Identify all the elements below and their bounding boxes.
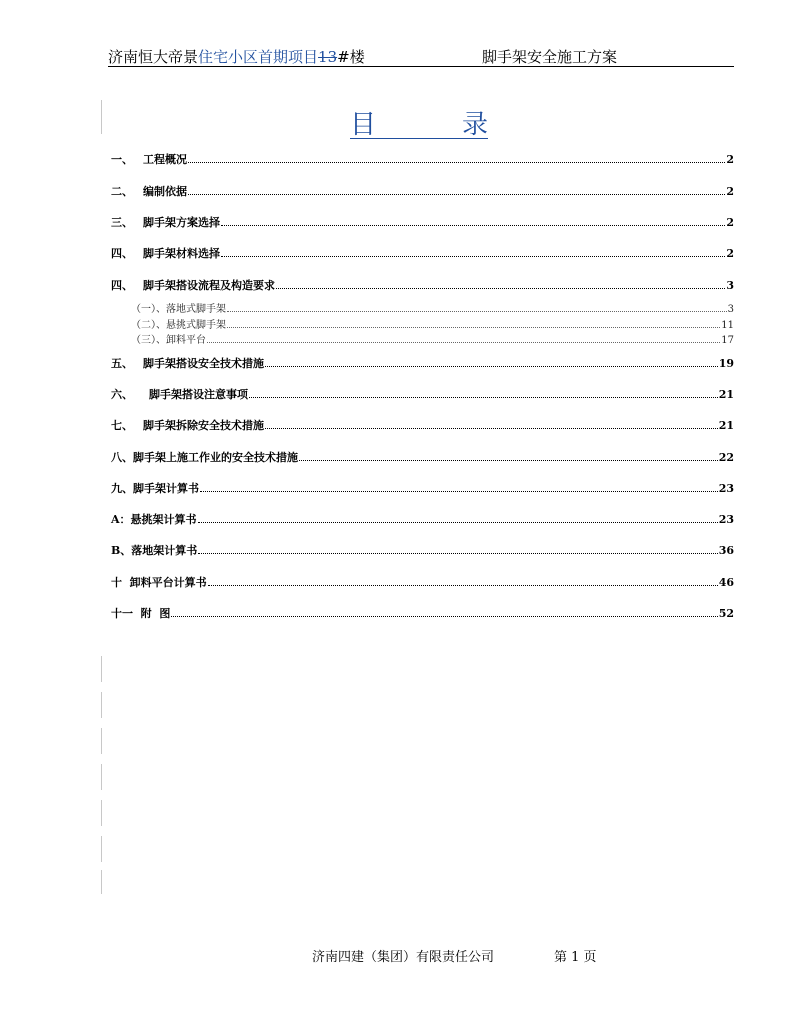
margin-mark [101, 836, 102, 862]
toc-entry[interactable]: A：悬挑架计算书 23 [111, 513, 734, 526]
toc-entry[interactable]: 四、 脚手架材料选择 2 [111, 247, 734, 260]
toc-entry[interactable]: B、落地架计算书 36 [111, 544, 734, 557]
toc-entry[interactable]: 二、 编制依据 2 [111, 185, 734, 198]
toc-title: 目 录 [350, 104, 488, 139]
toc-entry[interactable]: 五、 脚手架搭设安全技术措施 19 [111, 357, 734, 370]
toc-entry[interactable]: 八、脚手架上施工作业的安全技术措施 22 [111, 451, 734, 464]
margin-mark [101, 656, 102, 682]
toc-entry[interactable]: 三、 脚手架方案选择 2 [111, 216, 734, 229]
toc-entry[interactable]: 九、脚手架计算书 23 [111, 482, 734, 495]
toc-entry[interactable]: 六、 脚手架搭设注意事项 21 [111, 388, 734, 401]
header-document-title: 脚手架安全施工方案 [482, 48, 618, 66]
page-header [108, 44, 734, 67]
margin-mark [101, 764, 102, 790]
margin-mark [101, 870, 102, 894]
page-footer [312, 946, 597, 965]
margin-mark [101, 100, 102, 134]
toc-entry[interactable]: 四、 脚手架搭设流程及构造要求 3 [111, 279, 734, 292]
toc-entry[interactable]: 七、 脚手架拆除安全技术措施 21 [111, 419, 734, 432]
margin-mark [101, 800, 102, 826]
toc-sub-entry[interactable]: （二）、悬挑式脚手架 11 [131, 320, 734, 331]
toc-sub-entry[interactable]: （三）、卸料平台 17 [131, 335, 734, 346]
margin-mark [101, 692, 102, 718]
toc-entry[interactable]: 十 卸料平台计算书 46 [111, 576, 734, 589]
toc-sub-entry[interactable]: （一）、落地式脚手架 3 [131, 304, 734, 315]
footer-page-number: 第 1 页 [554, 950, 597, 965]
margin-mark [101, 728, 102, 754]
toc-entry[interactable]: 十一 附 图 52 [111, 607, 734, 620]
footer-company: 济南四建（集团）有限责任公司 [312, 950, 495, 965]
header-project-name: 济南恒大帝景住宅小区首期项目13#楼 [108, 48, 365, 66]
toc-entry[interactable]: 一、 工程概况 2 [111, 153, 734, 166]
